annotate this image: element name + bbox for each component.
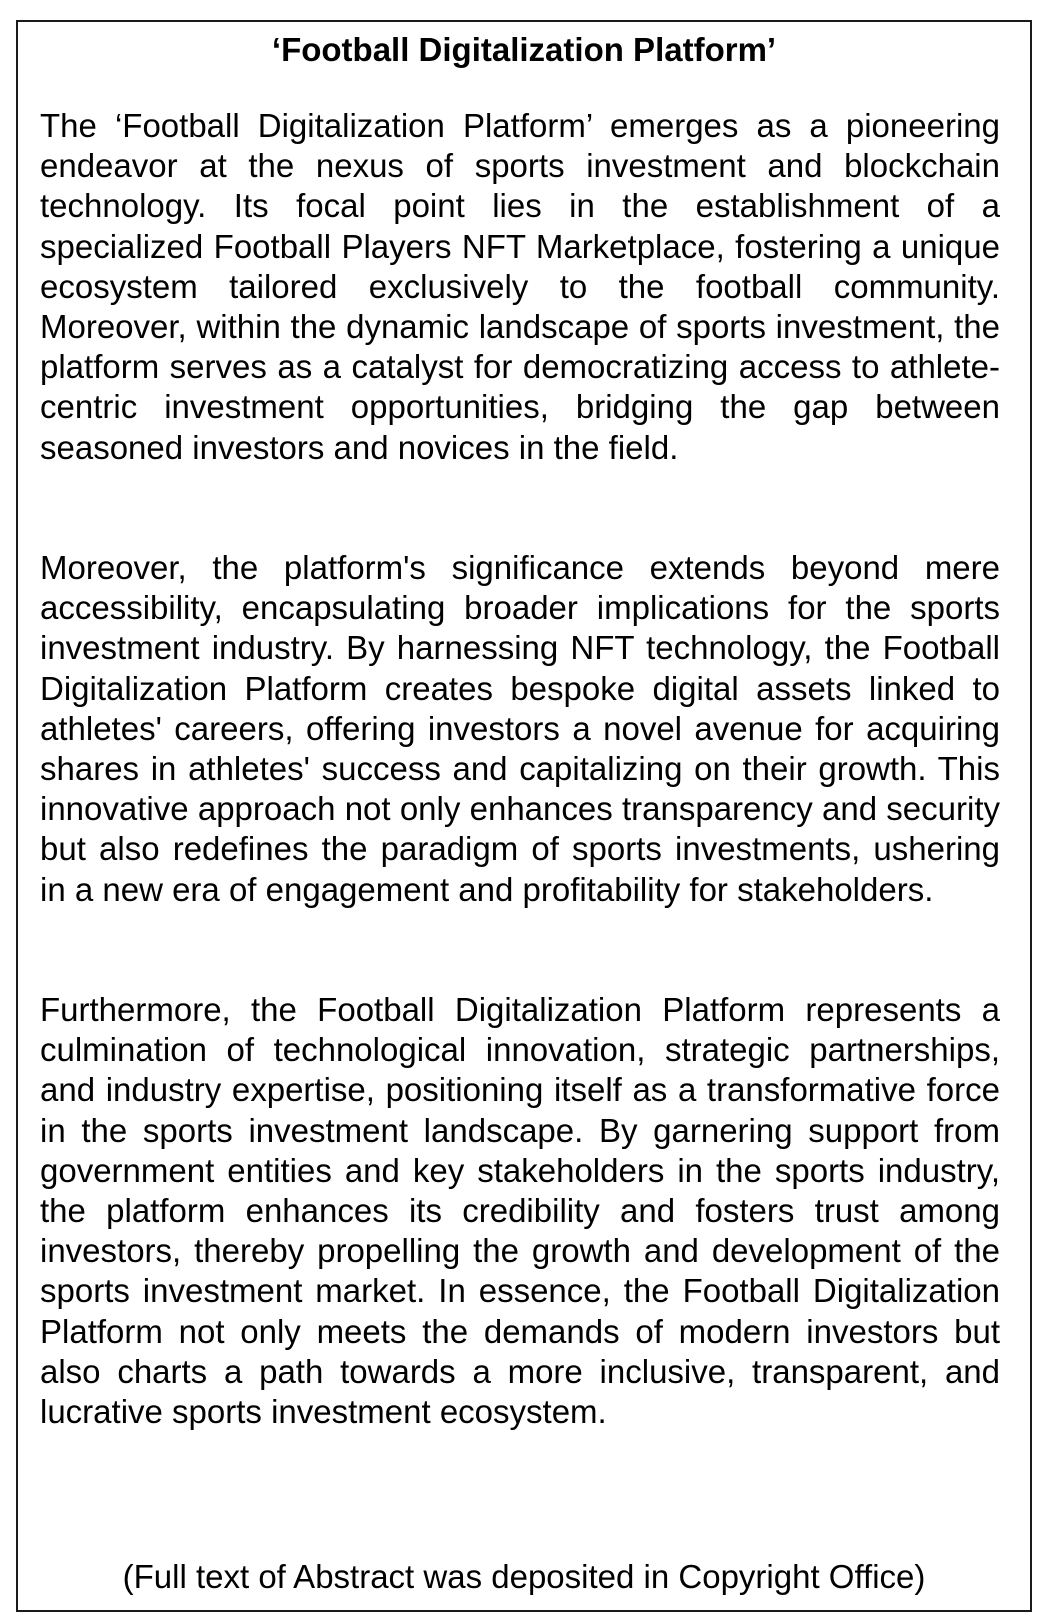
document-title: ‘Football Digitalization Platform’	[271, 31, 777, 68]
paragraph-introduction: The ‘Football Digitalization Platform’ emerges as a pioneering endeavor at the nexus of sports investment and blockchain technology. Its focal point lies in the establishment of a specialized Football Players NFT Marketplace, fostering a unique ecosystem tailored exclusively to the football community. Moreover, within the dynamic landscape of sports investment, the platform serves as a catalyst for democratizing access to athlete-centric investment opportunities, bridging the gap between seasoned investors and novices in the field.	[40, 107, 1000, 466]
deposit-note: (Full text of Abstract was deposited in Copyright Office)	[122, 1558, 926, 1595]
paragraph-significance: Moreover, the platform's significance extends beyond mere accessibility, encapsulating broader implications for the sports investment industry. By harnessing NFT technology, the Football Digitalization Platform creates bespoke digital assets linked to athletes' careers, offering investors a novel avenue for acquiring shares in athletes' success and capitalizing on their growth. This innovative approach not only enhances transparency and security but also redefines the paradigm of sports investments, ushering in a new era of engagement and profitability for stakeholders.	[40, 549, 1000, 908]
abstract-frame	[16, 20, 1032, 1612]
paragraph-conclusion: Furthermore, the Football Digitalization Platform represents a culmination of technological innovation, strategic partnerships, and industry expertise, positioning itself as a transformative force in the sports investment landscape. By garnering support from government entities and key stakeholders in the sports industry, the platform enhances its credibility and fosters trust among investors, thereby propelling the growth and development of the sports investment market. In essence, the Football Digitalization Platform not only meets the demands of modern investors but also charts a path towards a more inclusive, transparent, and lucrative sports investment ecosystem.	[40, 991, 1000, 1431]
